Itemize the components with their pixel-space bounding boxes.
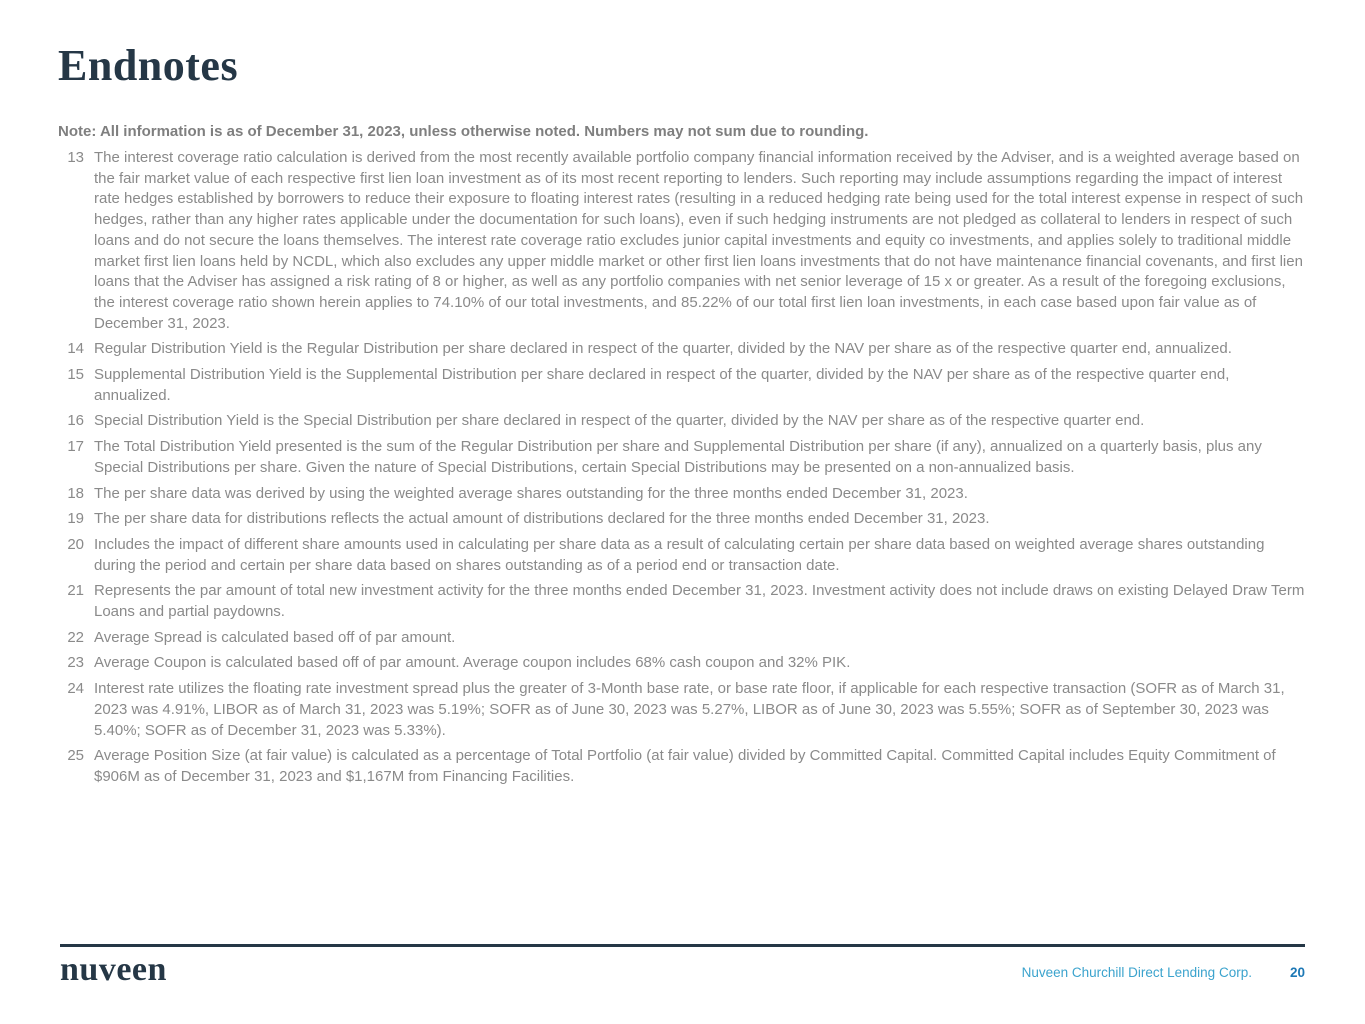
endnotes-list [58, 148, 1308, 788]
endnote-number: 21 [67, 582, 84, 600]
endnote-item [58, 437, 1308, 478]
endnote-number: 16 [67, 412, 84, 430]
nuveen-logo: nuveen [60, 951, 167, 988]
endnote-text: Average Coupon is calculated based off of par amount. Average coupon includes 68% cash coupon and 32% PIK. [94, 654, 851, 672]
footer-right [1022, 965, 1305, 980]
endnote-number: 23 [67, 654, 84, 672]
endnote-item [58, 628, 1308, 649]
endnote-item [58, 484, 1308, 505]
endnote-item [58, 653, 1308, 674]
endnote-item [58, 148, 1308, 334]
endnote-number: 17 [67, 438, 84, 456]
endnote-text: Average Spread is calculated based off of par amount. [94, 628, 456, 646]
endnote-number: 13 [67, 149, 84, 166]
endnote-number: 15 [67, 366, 84, 384]
endnote-item [58, 411, 1308, 432]
endnote-text: The interest coverage ratio calculation is derived from the most recently available portfolio company financial information received by the Adviser, and is a weighted average based on the fair market value of each respective first lien loan investment as of its most recent reporting to lenders. Such reporting may include assumptions regarding the impact of interest rate hedges established by borrowers to reduce their exposure to floating interest rates (resulting in a reduced hedging rate being used for the total interest expense in respect of such hedges, rather than any higher rates applicable under the documentation for such loans), even if such hedging instruments are not pledged as collateral to lenders in respect of such loans and do not secure the loans themselves. The interest rate coverage ratio excludes junior capital investments and equity co investments, and applies solely to traditional middle market first lien loans held by NCDL, which also excludes any upper middle market or other first lien loans investments that do not have maintenance financial covenants, and first lien loans that the Adviser has assigned a risk rating of 8 or higher, as well as any portfolio companies with net senior leverage of 15 x or greater. As a result of the foregoing exclusions, the interest coverage ratio shown herein applies to 74.10% of our total investments, and 85.22% of our total first lien loan investments, in each case based upon fair value as of December 31, 2023. [94, 149, 1304, 332]
endnote-item [58, 365, 1308, 406]
endnote-text: Represents the par amount of total new investment activity for the three months ended December 31, 2023. Investment activity does not include draws on existing Delayed Draw Term Loans and partial paydowns. [94, 582, 1305, 621]
page-title: Endnotes [58, 41, 239, 90]
footer [60, 944, 1305, 987]
endnote-text: Special Distribution Yield is the Special Distribution per share declared in respect of the quarter, divided by the NAV per share as of the respective quarter end. [94, 412, 1145, 430]
endnote-number: 22 [67, 628, 84, 646]
endnote-text: The per share data was derived by using the weighted average shares outstanding for the three months ended December 31, 2023. [94, 484, 968, 502]
endnote-item [58, 679, 1308, 741]
endnote-text: Interest rate utilizes the floating rate investment spread plus the greater of 3-Month base rate, or base rate floor, if applicable for each respective transaction (SOFR as of March 31, 2023 was 4.91%, LIBOR as of March 31, 2023 was 5.19%; SOFR as of June 30, 2023 was 5.27%, LIBOR as of June 30, 2023 was 5.55%; SOFR as of September 30, 2023 was 5.40%; SOFR as of December 31, 2023 was 5.33%). [94, 680, 1285, 739]
endnote-item [58, 581, 1308, 622]
endnote-item [58, 746, 1308, 787]
endnote-number: 20 [67, 535, 84, 553]
page-number: 20 [1289, 965, 1305, 980]
endnote-text: Includes the impact of different share amounts used in calculating per share data as a result of calculating certain per share data based on weighted average shares outstanding during the period and certain per share data based on shares outstanding as of a period end or transaction date. [94, 535, 1265, 574]
endnote-item [58, 535, 1308, 576]
endnote-number: 25 [67, 747, 84, 765]
endnote-number: 18 [67, 484, 84, 502]
endnote-text: Regular Distribution Yield is the Regular Distribution per share declared in respect of the quarter, divided by the NAV per share as of the respective quarter end, annualized. [94, 340, 1232, 358]
content-area [58, 121, 1308, 788]
endnote-item [58, 339, 1308, 360]
endnote-number: 19 [67, 510, 84, 528]
endnote-text: The per share data for distributions reflects the actual amount of distributions declared for the three months ended December 31, 2023. [94, 510, 990, 528]
endnote-text: Supplemental Distribution Yield is the Supplemental Distribution per share declared in respect of the quarter, divided by the NAV per share as of the respective quarter end, annualized. [94, 366, 1230, 404]
endnote-text: The Total Distribution Yield presented is the sum of the Regular Distribution per share and Supplemental Distribution per share (if any), annualized on a quarterly basis, plus any Special Distributions per share. Given the nature of Special Distributions, certain Special Distributions may be presented on a non-annualized basis. [94, 438, 1262, 476]
endnote-number: 14 [67, 340, 84, 358]
endnote-text: Average Position Size (at fair value) is calculated as a percentage of Total Portfolio (at fair value) divided by Committed Capital. Committed Capital includes Equity Commitment of $906M as of December 31, 2023 and $1,167M from Financing Facilities. [94, 747, 1276, 785]
endnote-item [58, 509, 1308, 530]
endnote-number: 24 [67, 680, 84, 698]
note-line: Note: All information is as of December 31, 2023, unless otherwise noted. Numbers may not sum due to rounding. [58, 123, 869, 140]
footer-company-name: Nuveen Churchill Direct Lending Corp. [1021, 965, 1252, 980]
